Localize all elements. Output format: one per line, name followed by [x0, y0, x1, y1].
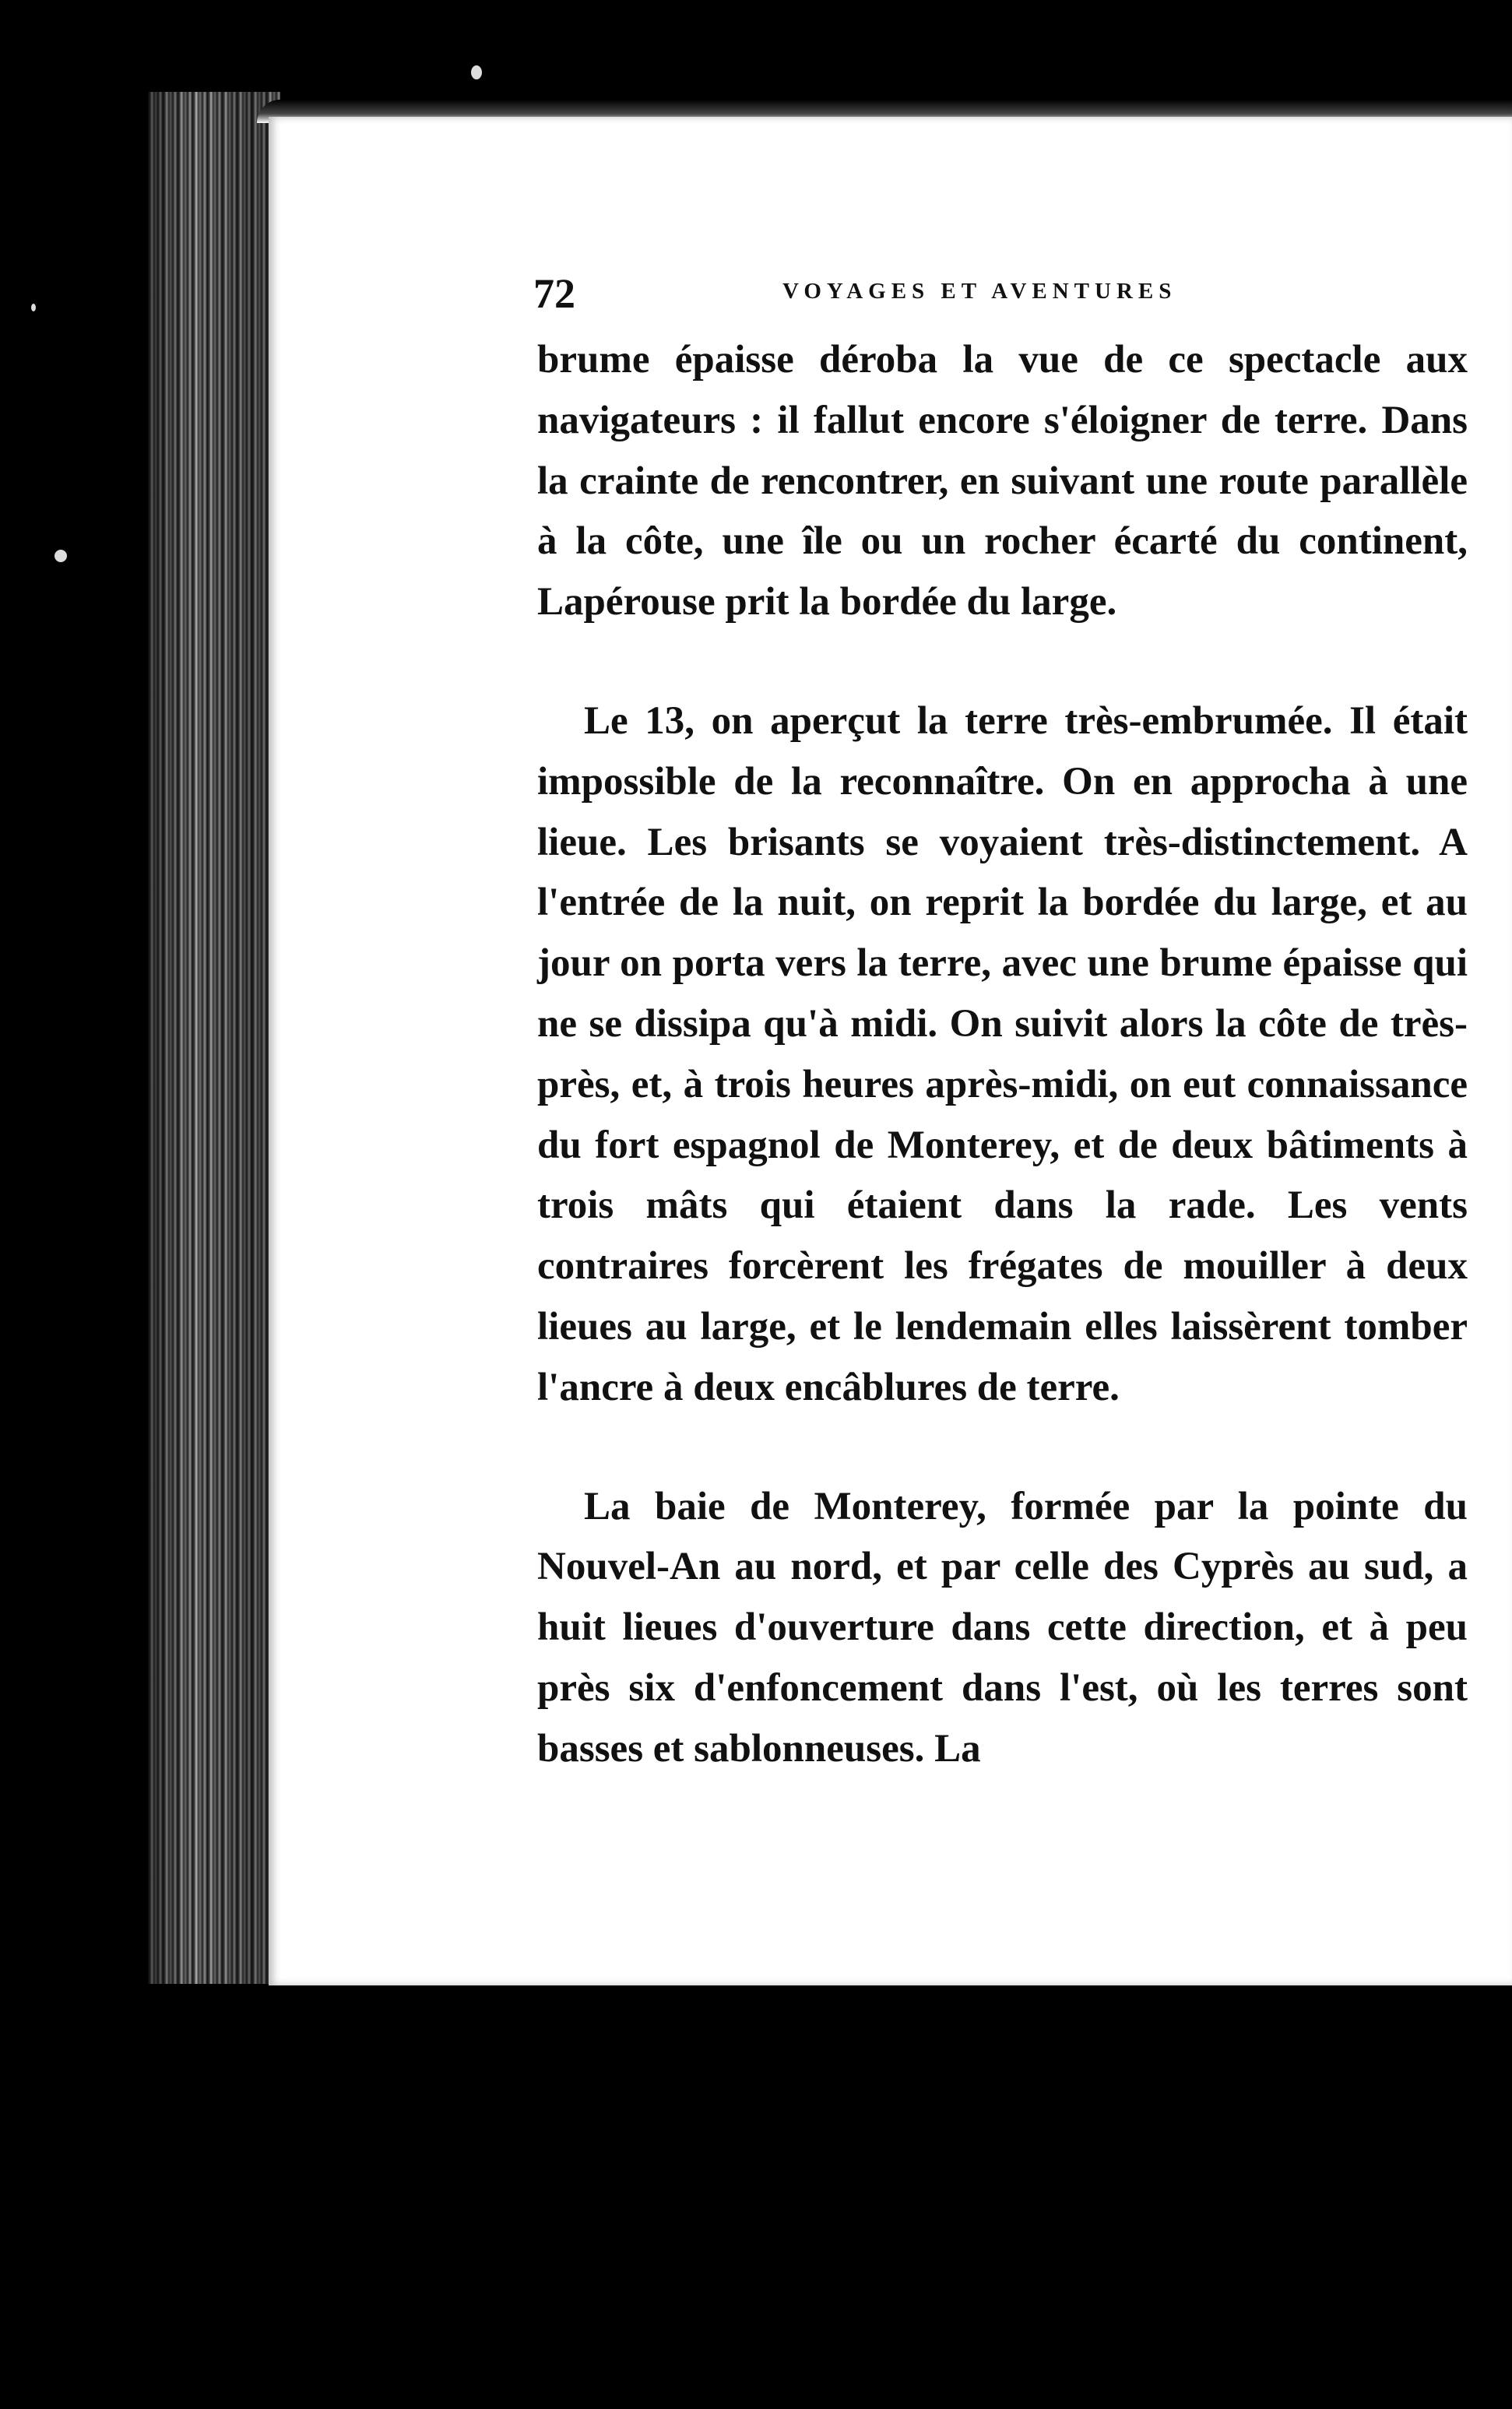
- paragraph: La baie de Monterey, formée par la pointe du Nouvel-An au nord, et par celle des Cyprès au sud, a huit lieues d'ouverture dans cette direction, et à peu près six d'enfoncement dans l'est, où les terres sont basses et sablonneuses. La: [537, 1484, 1468, 1771]
- body-text: [537, 330, 1468, 1780]
- running-head: VOYAGES ET AVENTURES: [782, 279, 1177, 304]
- page-edges-shadow: [148, 92, 280, 1984]
- paragraph: brume épaisse déroba la vue de ce spectacle aux navigateurs : il fallut encore s'éloigner de terre. Dans la crainte de rencontrer, en suivant une route parallèle à la côte, une île ou un rocher écarté du continent, Lapérouse prit la bordée du large.: [537, 338, 1468, 624]
- dust-speck: [31, 304, 36, 311]
- dust-speck: [55, 550, 67, 562]
- dust-speck: [471, 65, 482, 79]
- page-header: [533, 270, 1475, 321]
- page-number: 72: [533, 270, 575, 317]
- paragraph: Le 13, on aperçut la terre très-embrumée. Il était impossible de la reconnaître. On en approcha à une lieue. Les brisants se voyaient très-distinctement. A l'entrée de la nuit, on reprit la bordée du large, et au jour on porta vers la terre, avec une brume épaisse qui ne se dissipa qu'à midi. On suivit alors la côte de très-près, et, à trois heures après-midi, on eut connaissance du fort espagnol de Monterey, et de deux bâtiments à trois mâts qui étaient dans la rade. Les vents contraires forcèrent les frégates de mouiller à deux lieues au large, et le lendemain elles laissèrent tomber l'ancre à deux encâblures de terre.: [537, 698, 1468, 1409]
